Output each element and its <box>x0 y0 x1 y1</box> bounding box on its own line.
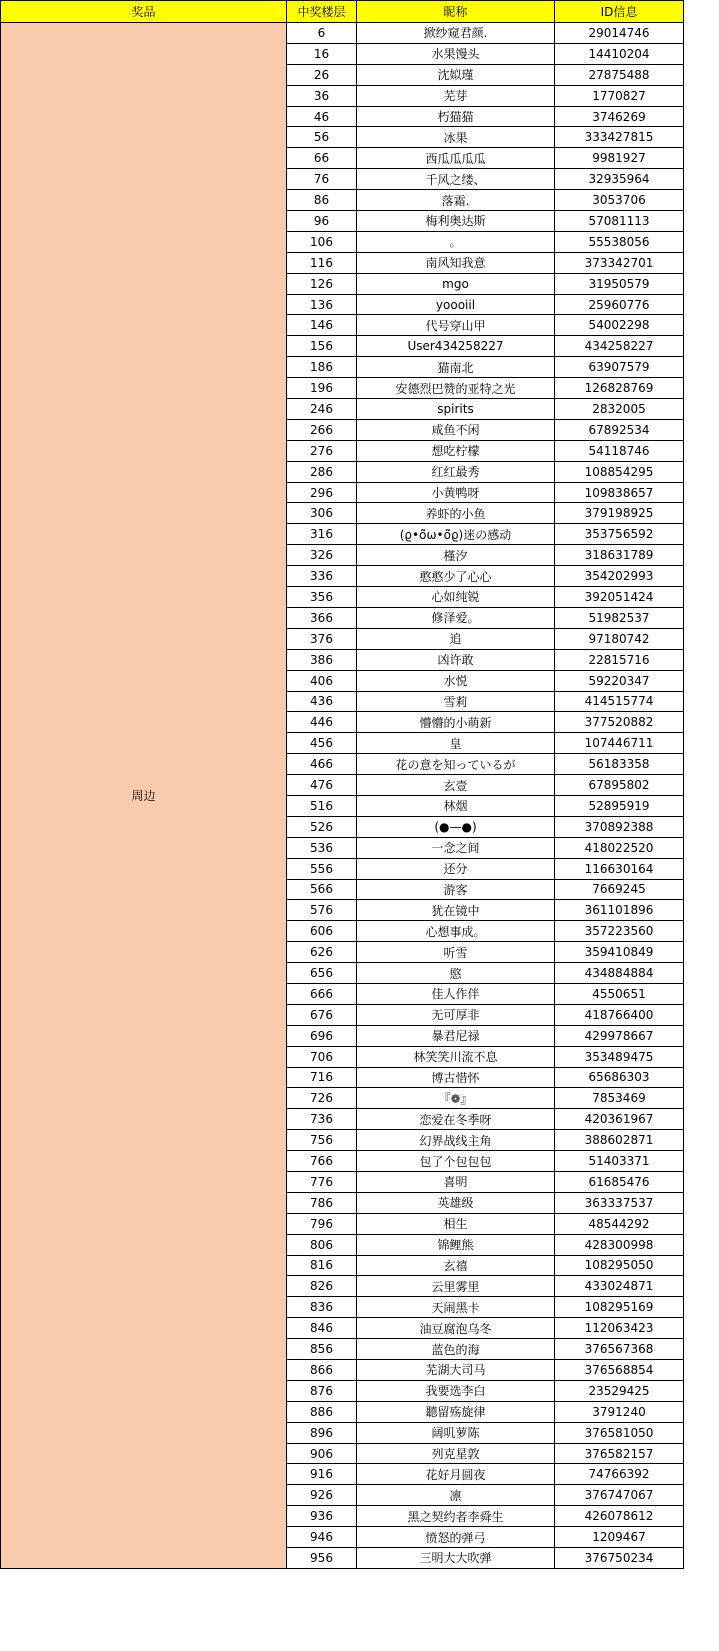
nickname-cell: 包了个包包包 <box>357 1151 555 1172</box>
nickname-cell: 梅利奥达斯 <box>357 211 555 232</box>
id-cell: 27875488 <box>555 64 684 85</box>
header-floor: 中奖楼层 <box>287 1 357 23</box>
floor-cell: 626 <box>287 942 357 963</box>
floor-cell: 606 <box>287 921 357 942</box>
floor-cell: 246 <box>287 399 357 420</box>
floor-cell: 336 <box>287 566 357 587</box>
nickname-cell: 玄壹 <box>357 775 555 796</box>
id-cell: 318631789 <box>555 545 684 566</box>
nickname-cell: 雪莉 <box>357 691 555 712</box>
floor-cell: 316 <box>287 524 357 545</box>
floor-cell: 766 <box>287 1151 357 1172</box>
floor-cell: 276 <box>287 440 357 461</box>
id-cell: 376581050 <box>555 1422 684 1443</box>
id-cell: 377520882 <box>555 712 684 733</box>
nickname-cell: 暴君尼禄 <box>357 1025 555 1046</box>
id-cell: 1209467 <box>555 1527 684 1548</box>
nickname-cell: 锦鲤熊 <box>357 1234 555 1255</box>
id-cell: 353756592 <box>555 524 684 545</box>
floor-cell: 406 <box>287 670 357 691</box>
id-cell: 418766400 <box>555 1004 684 1025</box>
id-cell: 353489475 <box>555 1046 684 1067</box>
floor-cell: 696 <box>287 1025 357 1046</box>
floor-cell: 856 <box>287 1339 357 1360</box>
floor-cell: 196 <box>287 378 357 399</box>
floor-cell: 656 <box>287 963 357 984</box>
nickname-cell: 掀纱窥君颜. <box>357 23 555 44</box>
id-cell: 376747067 <box>555 1485 684 1506</box>
nickname-cell: 沈姒瑾 <box>357 64 555 85</box>
nickname-cell: (●—●) <box>357 816 555 837</box>
id-cell: 108854295 <box>555 461 684 482</box>
floor-cell: 536 <box>287 837 357 858</box>
floor-cell: 466 <box>287 754 357 775</box>
nickname-cell: 想吃柠檬 <box>357 440 555 461</box>
floor-cell: 66 <box>287 148 357 169</box>
floor-cell: 386 <box>287 649 357 670</box>
nickname-cell: 愤怒的弹弓 <box>357 1527 555 1548</box>
id-cell: 97180742 <box>555 628 684 649</box>
id-cell: 67895802 <box>555 775 684 796</box>
id-cell: 56183358 <box>555 754 684 775</box>
floor-cell: 76 <box>287 169 357 190</box>
floor-cell: 306 <box>287 503 357 524</box>
id-cell: 2832005 <box>555 399 684 420</box>
floor-cell: 806 <box>287 1234 357 1255</box>
id-cell: 22815716 <box>555 649 684 670</box>
nickname-cell: 我要选李白 <box>357 1380 555 1401</box>
id-cell: 7853469 <box>555 1088 684 1109</box>
id-cell: 107446711 <box>555 733 684 754</box>
id-cell: 420361967 <box>555 1109 684 1130</box>
nickname-cell: 懵懵的小萌新 <box>357 712 555 733</box>
nickname-cell: 红红最秀 <box>357 461 555 482</box>
id-cell: 59220347 <box>555 670 684 691</box>
id-cell: 370892388 <box>555 816 684 837</box>
nickname-cell: 修泽爱。 <box>357 607 555 628</box>
nickname-cell: 阔叽萝陈 <box>357 1422 555 1443</box>
floor-cell: 326 <box>287 545 357 566</box>
floor-cell: 556 <box>287 858 357 879</box>
id-cell: 4550651 <box>555 983 684 1004</box>
floor-cell: 126 <box>287 273 357 294</box>
floor-cell: 26 <box>287 64 357 85</box>
nickname-cell: 博古惜怀 <box>357 1067 555 1088</box>
id-cell: 428300998 <box>555 1234 684 1255</box>
floor-cell: 6 <box>287 23 357 44</box>
id-cell: 1770827 <box>555 85 684 106</box>
nickname-cell: 玄禧 <box>357 1255 555 1276</box>
nickname-cell: 安德烈巴赞的亚特之光 <box>357 378 555 399</box>
floor-cell: 476 <box>287 775 357 796</box>
nickname-cell: yoooiil <box>357 294 555 315</box>
id-cell: 376582157 <box>555 1443 684 1464</box>
id-cell: 61685476 <box>555 1171 684 1192</box>
header-id: ID信息 <box>555 1 684 23</box>
id-cell: 108295169 <box>555 1297 684 1318</box>
floor-cell: 926 <box>287 1485 357 1506</box>
nickname-cell: 。 <box>357 231 555 252</box>
id-cell: 51403371 <box>555 1151 684 1172</box>
nickname-cell: 天闹黑卡 <box>357 1297 555 1318</box>
id-cell: 426078612 <box>555 1506 684 1527</box>
nickname-cell: 林烟 <box>357 795 555 816</box>
floor-cell: 716 <box>287 1067 357 1088</box>
nickname-cell: 代号穿山甲 <box>357 315 555 336</box>
id-cell: 51982537 <box>555 607 684 628</box>
id-cell: 65686303 <box>555 1067 684 1088</box>
nickname-cell: mgo <box>357 273 555 294</box>
id-cell: 126828769 <box>555 378 684 399</box>
nickname-cell: 心想事成。 <box>357 921 555 942</box>
id-cell: 434258227 <box>555 336 684 357</box>
id-cell: 67892534 <box>555 419 684 440</box>
floor-cell: 816 <box>287 1255 357 1276</box>
id-cell: 52895919 <box>555 795 684 816</box>
table-body <box>1 23 684 1569</box>
floor-cell: 286 <box>287 461 357 482</box>
floor-cell: 36 <box>287 85 357 106</box>
nickname-cell: 云里雾里 <box>357 1276 555 1297</box>
nickname-cell: spirits <box>357 399 555 420</box>
nickname-cell: 愍 <box>357 963 555 984</box>
floor-cell: 566 <box>287 879 357 900</box>
id-cell: 373342701 <box>555 252 684 273</box>
nickname-cell: 冰果 <box>357 127 555 148</box>
floor-cell: 836 <box>287 1297 357 1318</box>
floor-cell: 16 <box>287 43 357 64</box>
nickname-cell: 养虾的小鱼 <box>357 503 555 524</box>
floor-cell: 186 <box>287 357 357 378</box>
id-cell: 108295050 <box>555 1255 684 1276</box>
id-cell: 23529425 <box>555 1380 684 1401</box>
floor-cell: 946 <box>287 1527 357 1548</box>
nickname-cell: 无可厚非 <box>357 1004 555 1025</box>
floor-cell: 156 <box>287 336 357 357</box>
nickname-cell: 凶许敢 <box>357 649 555 670</box>
nickname-cell: 朽猫猫 <box>357 106 555 127</box>
id-cell: 31950579 <box>555 273 684 294</box>
floor-cell: 796 <box>287 1213 357 1234</box>
nickname-cell: 『❁』 <box>357 1088 555 1109</box>
id-cell: 418022520 <box>555 837 684 858</box>
floor-cell: 786 <box>287 1192 357 1213</box>
nickname-cell: 林笑笑川流不息 <box>357 1046 555 1067</box>
floor-cell: 776 <box>287 1171 357 1192</box>
id-cell: 14410204 <box>555 43 684 64</box>
nickname-cell: 聽留殇旋律 <box>357 1401 555 1422</box>
id-cell: 414515774 <box>555 691 684 712</box>
id-cell: 9981927 <box>555 148 684 169</box>
id-cell: 3791240 <box>555 1401 684 1422</box>
id-cell: 63907579 <box>555 357 684 378</box>
nickname-cell: 西瓜瓜瓜瓜 <box>357 148 555 169</box>
id-cell: 29014746 <box>555 23 684 44</box>
id-cell: 333427815 <box>555 127 684 148</box>
nickname-cell: 千风之缕、 <box>357 169 555 190</box>
id-cell: 429978667 <box>555 1025 684 1046</box>
floor-cell: 86 <box>287 190 357 211</box>
id-cell: 116630164 <box>555 858 684 879</box>
nickname-cell: 槿汐 <box>357 545 555 566</box>
nickname-cell: (ϱ•ö̃ω•ö̃ϱ)迷の感动 <box>357 524 555 545</box>
id-cell: 3746269 <box>555 106 684 127</box>
nickname-cell: 心如纯锐 <box>357 587 555 608</box>
nickname-cell: 芜芽 <box>357 85 555 106</box>
floor-cell: 846 <box>287 1318 357 1339</box>
nickname-cell: 皇 <box>357 733 555 754</box>
table-row <box>1 23 684 44</box>
floor-cell: 676 <box>287 1004 357 1025</box>
nickname-cell: 花好月圆夜 <box>357 1464 555 1485</box>
floor-cell: 906 <box>287 1443 357 1464</box>
id-cell: 32935964 <box>555 169 684 190</box>
floor-cell: 56 <box>287 127 357 148</box>
nickname-cell: User434258227 <box>357 336 555 357</box>
floor-cell: 96 <box>287 211 357 232</box>
nickname-cell: 凛 <box>357 1485 555 1506</box>
nickname-cell: 南风知我意 <box>357 252 555 273</box>
id-cell: 55538056 <box>555 231 684 252</box>
id-cell: 361101896 <box>555 900 684 921</box>
id-cell: 376568854 <box>555 1360 684 1381</box>
nickname-cell: 列克星敦 <box>357 1443 555 1464</box>
nickname-cell: 水悦 <box>357 670 555 691</box>
floor-cell: 366 <box>287 607 357 628</box>
floor-cell: 876 <box>287 1380 357 1401</box>
id-cell: 433024871 <box>555 1276 684 1297</box>
floor-cell: 666 <box>287 983 357 1004</box>
nickname-cell: 水果馒头 <box>357 43 555 64</box>
id-cell: 376567368 <box>555 1339 684 1360</box>
nickname-cell: 憨憨少了心心 <box>357 566 555 587</box>
id-cell: 388602871 <box>555 1130 684 1151</box>
floor-cell: 376 <box>287 628 357 649</box>
id-cell: 57081113 <box>555 211 684 232</box>
floor-cell: 916 <box>287 1464 357 1485</box>
nickname-cell: 游客 <box>357 879 555 900</box>
floor-cell: 526 <box>287 816 357 837</box>
floor-cell: 446 <box>287 712 357 733</box>
header-prize: 奖品 <box>1 1 287 23</box>
id-cell: 434884884 <box>555 963 684 984</box>
id-cell: 7669245 <box>555 879 684 900</box>
floor-cell: 726 <box>287 1088 357 1109</box>
prize-cell: 周边 <box>1 23 287 1569</box>
id-cell: 357223560 <box>555 921 684 942</box>
floor-cell: 266 <box>287 419 357 440</box>
floor-cell: 896 <box>287 1422 357 1443</box>
nickname-cell: 还分 <box>357 858 555 879</box>
id-cell: 354202993 <box>555 566 684 587</box>
id-cell: 54002298 <box>555 315 684 336</box>
nickname-cell: 蓝色的海 <box>357 1339 555 1360</box>
id-cell: 74766392 <box>555 1464 684 1485</box>
floor-cell: 106 <box>287 231 357 252</box>
nickname-cell: 猫南北 <box>357 357 555 378</box>
nickname-cell: 英雄级 <box>357 1192 555 1213</box>
floor-cell: 956 <box>287 1548 357 1569</box>
floor-cell: 136 <box>287 294 357 315</box>
nickname-cell: 追 <box>357 628 555 649</box>
id-cell: 363337537 <box>555 1192 684 1213</box>
nickname-cell: 落霜. <box>357 190 555 211</box>
nickname-cell: 油豆腐泡乌冬 <box>357 1318 555 1339</box>
floor-cell: 866 <box>287 1360 357 1381</box>
floor-cell: 756 <box>287 1130 357 1151</box>
nickname-cell: 相生 <box>357 1213 555 1234</box>
nickname-cell: 犹在镜中 <box>357 900 555 921</box>
floor-cell: 576 <box>287 900 357 921</box>
nickname-cell: 一念之间 <box>357 837 555 858</box>
nickname-cell: 小黄鸭呀 <box>357 482 555 503</box>
floor-cell: 296 <box>287 482 357 503</box>
id-cell: 376750234 <box>555 1548 684 1569</box>
floor-cell: 116 <box>287 252 357 273</box>
floor-cell: 436 <box>287 691 357 712</box>
floor-cell: 706 <box>287 1046 357 1067</box>
nickname-cell: 听雪 <box>357 942 555 963</box>
nickname-cell: 佳人作伴 <box>357 983 555 1004</box>
nickname-cell: 喜明 <box>357 1171 555 1192</box>
id-cell: 3053706 <box>555 190 684 211</box>
nickname-cell: 幻界战线主角 <box>357 1130 555 1151</box>
floor-cell: 886 <box>287 1401 357 1422</box>
nickname-cell: 咸鱼不闲 <box>357 419 555 440</box>
id-cell: 359410849 <box>555 942 684 963</box>
header-row <box>1 1 684 23</box>
floor-cell: 46 <box>287 106 357 127</box>
header-nickname: 昵称 <box>357 1 555 23</box>
floor-cell: 516 <box>287 795 357 816</box>
id-cell: 48544292 <box>555 1213 684 1234</box>
id-cell: 54118746 <box>555 440 684 461</box>
floor-cell: 826 <box>287 1276 357 1297</box>
nickname-cell: 黑之契约者李舜生 <box>357 1506 555 1527</box>
floor-cell: 146 <box>287 315 357 336</box>
nickname-cell: 芜湖大司马 <box>357 1360 555 1381</box>
floor-cell: 736 <box>287 1109 357 1130</box>
floor-cell: 936 <box>287 1506 357 1527</box>
nickname-cell: 恋爱在冬季呀 <box>357 1109 555 1130</box>
floor-cell: 356 <box>287 587 357 608</box>
floor-cell: 456 <box>287 733 357 754</box>
id-cell: 109838657 <box>555 482 684 503</box>
id-cell: 25960776 <box>555 294 684 315</box>
nickname-cell: 花の意を知っているが <box>357 754 555 775</box>
nickname-cell: 三明大大吹弹 <box>357 1548 555 1569</box>
id-cell: 392051424 <box>555 587 684 608</box>
id-cell: 379198925 <box>555 503 684 524</box>
id-cell: 112063423 <box>555 1318 684 1339</box>
